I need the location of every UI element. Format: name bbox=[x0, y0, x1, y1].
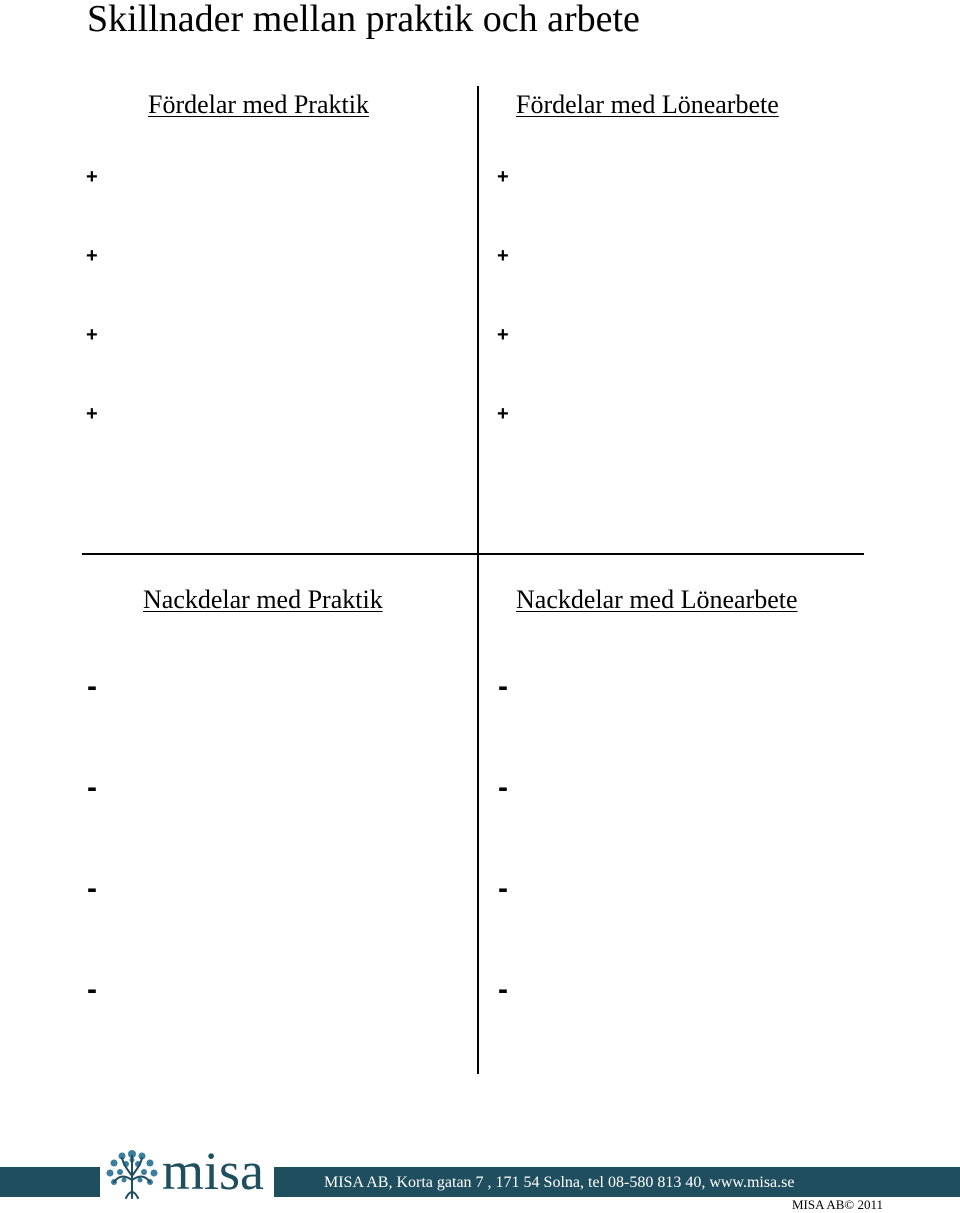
footer-copyright: MISA AB© 2011 bbox=[792, 1197, 884, 1212]
bullet-adv-internship-3: + bbox=[86, 324, 98, 346]
bullet-adv-paid-work-4: + bbox=[497, 403, 509, 425]
divider-horizontal bbox=[82, 553, 864, 555]
bullet-dis-paid-work-1: - bbox=[498, 670, 508, 703]
bullet-dis-internship-3: - bbox=[87, 872, 97, 905]
bullet-dis-internship-2: - bbox=[87, 771, 97, 804]
bullet-dis-paid-work-3: - bbox=[498, 872, 508, 905]
bullet-dis-internship-4: - bbox=[87, 973, 97, 1006]
heading-advantages-internship: Fördelar med Praktik bbox=[148, 90, 369, 119]
bullet-adv-internship-1: + bbox=[86, 166, 98, 188]
bullet-dis-paid-work-4: - bbox=[498, 973, 508, 1006]
bullet-adv-paid-work-3: + bbox=[497, 324, 509, 346]
bullet-adv-paid-work-2: + bbox=[497, 245, 509, 267]
divider-vertical bbox=[477, 86, 479, 1074]
footer-band-left bbox=[0, 1167, 100, 1197]
heading-advantages-paid-work: Fördelar med Lönearbete bbox=[516, 90, 779, 119]
heading-disadvantages-internship: Nackdelar med Praktik bbox=[143, 585, 383, 614]
footer-contact: MISA AB, Korta gatan 7 , 171 54 Solna, tel 08-580 813 40, www.misa.se bbox=[324, 1174, 795, 1191]
tree-icon bbox=[102, 1146, 162, 1200]
page-title: Skillnader mellan praktik och arbete bbox=[87, 0, 640, 40]
bullet-dis-internship-1: - bbox=[87, 670, 97, 703]
bullet-adv-internship-2: + bbox=[86, 245, 98, 267]
bullet-adv-paid-work-1: + bbox=[497, 166, 509, 188]
misa-logo bbox=[102, 1141, 272, 1201]
bullet-dis-paid-work-2: - bbox=[498, 771, 508, 804]
logo-wordmark: misa bbox=[162, 1141, 264, 1201]
heading-disadvantages-paid-work: Nackdelar med Lönearbete bbox=[516, 585, 798, 614]
bullet-adv-internship-4: + bbox=[86, 403, 98, 425]
